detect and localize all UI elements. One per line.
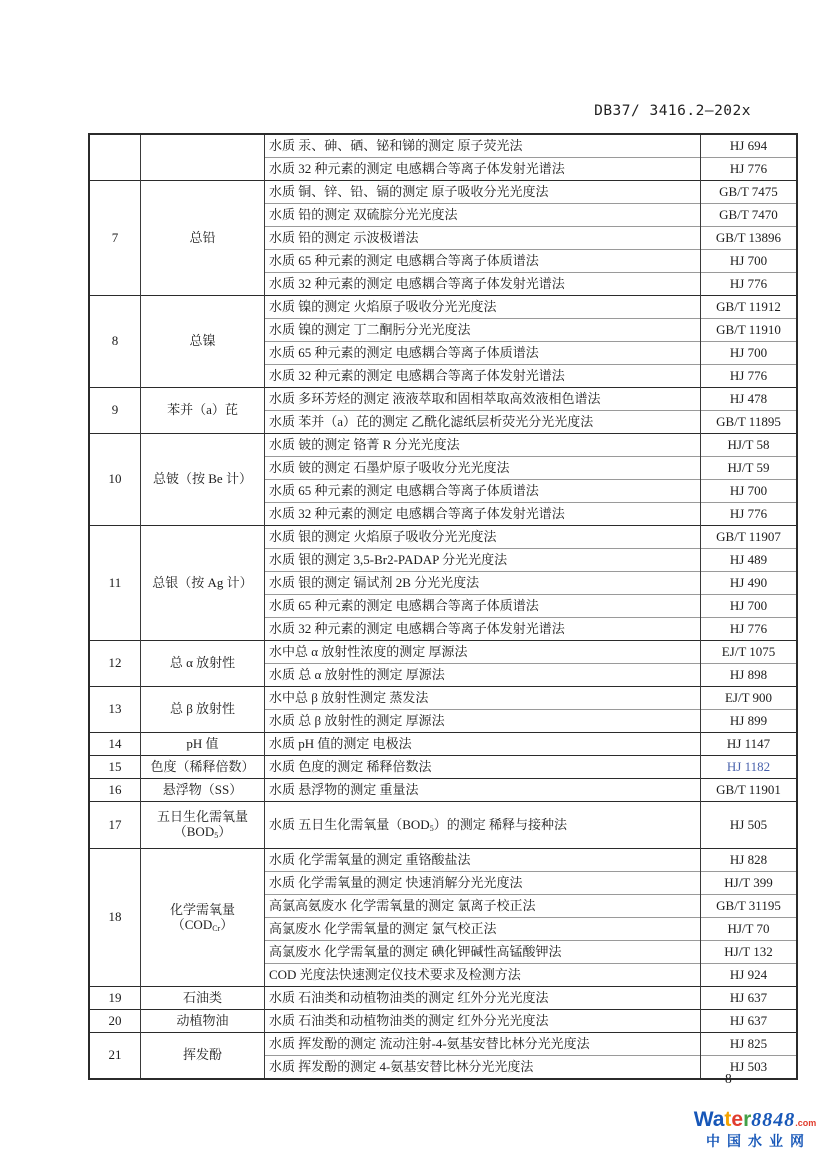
standard-code-cell: HJ 503 — [701, 1056, 798, 1080]
table-row — [89, 1010, 797, 1033]
table-row — [89, 1033, 797, 1056]
standard-code-cell: HJ 1147 — [701, 733, 798, 756]
logo-wordmark — [689, 1109, 821, 1130]
method-name-cell: 高氯高氨废水 化学需氧量的测定 氯离子校正法 — [265, 895, 701, 918]
method-name-cell: 水质 铍的测定 石墨炉原子吸收分光光度法 — [265, 457, 701, 480]
standard-code-cell: HJ 924 — [701, 964, 798, 987]
standard-code-cell: GB/T 13896 — [701, 227, 798, 250]
standard-code-cell: HJ 478 — [701, 388, 798, 411]
standard-code-cell: GB/T 11901 — [701, 779, 798, 802]
logo-dotcom: .com — [795, 1118, 817, 1128]
method-name-cell: 水质 五日生化需氧量$(BOD_5)$的测定 稀释与接种法 — [265, 802, 701, 849]
standard-code-cell: HJ 637 — [701, 1010, 798, 1033]
parameter-name-cell: 总银（按 Ag 计） — [141, 526, 265, 641]
standard-code-cell: HJ 490 — [701, 572, 798, 595]
table-row — [89, 641, 797, 664]
parameter-name-cell: 总镍 — [141, 296, 265, 388]
standard-code-cell: GB/T 11912 — [701, 296, 798, 319]
standard-code-cell: HJ/T 59 — [701, 457, 798, 480]
table-row — [89, 526, 797, 549]
seq-number-cell: 18 — [89, 849, 141, 987]
seq-number-cell: 17 — [89, 802, 141, 849]
document-code-header: DB37/ 3416.2—202x — [594, 103, 751, 119]
method-name-cell: 水质 悬浮物的测定 重量法 — [265, 779, 701, 802]
method-name-cell: 水质 32 种元素的测定 电感耦合等离子体发射光谱法 — [265, 618, 701, 641]
logo-word-letters: Water — [693, 1108, 752, 1131]
standard-code-cell: HJ 505 — [701, 802, 798, 849]
method-name-cell: 高氯废水 化学需氧量的测定 氯气校正法 — [265, 918, 701, 941]
method-name-cell: 水质 化学需氧量的测定 快速消解分光光度法 — [265, 872, 701, 895]
standard-code-cell: GB/T 11907 — [701, 526, 798, 549]
table-row — [89, 779, 797, 802]
standard-code-cell: GB/T 11910 — [701, 319, 798, 342]
standard-code-cell: HJ 776 — [701, 365, 798, 388]
seq-number-cell: 14 — [89, 733, 141, 756]
standard-code-cell: HJ 899 — [701, 710, 798, 733]
standard-code-cell: GB/T 31195 — [701, 895, 798, 918]
standard-code-cell: HJ 489 — [701, 549, 798, 572]
parameter-name-cell: 色度（稀释倍数） — [141, 756, 265, 779]
seq-number-cell: 12 — [89, 641, 141, 687]
method-name-cell: COD 光度法快速测定仪技术要求及检测方法 — [265, 964, 701, 987]
method-name-cell: 水质 65 种元素的测定 电感耦合等离子体质谱法 — [265, 250, 701, 273]
method-name-cell: 水质 铍的测定 铬菁 R 分光光度法 — [265, 434, 701, 457]
table-row — [89, 434, 797, 457]
standard-code-cell: HJ 898 — [701, 664, 798, 687]
methods-table-wrapper — [88, 133, 782, 1080]
method-name-cell: 水质 色度的测定 稀释倍数法 — [265, 756, 701, 779]
table-row — [89, 756, 797, 779]
parameter-name-cell — [141, 134, 265, 181]
method-name-cell: 水质 银的测定 火焰原子吸收分光光度法 — [265, 526, 701, 549]
method-name-cell: 水质 多环芳烃的测定 液液萃取和固相萃取高效液相色谱法 — [265, 388, 701, 411]
standard-code-link[interactable]: HJ 1182 — [701, 756, 798, 779]
standard-code-cell: HJ 637 — [701, 987, 798, 1010]
standard-code-cell: HJ 776 — [701, 273, 798, 296]
method-name-cell: 水质 石油类和动植物油类的测定 红外分光光度法 — [265, 1010, 701, 1033]
parameter-name-cell: 总铅 — [141, 181, 265, 296]
seq-number-cell — [89, 134, 141, 181]
method-name-cell: 水质 银的测定 3,5-Br2-PADAP 分光光度法 — [265, 549, 701, 572]
method-name-cell: 水质 挥发酚的测定 流动注射-4-氨基安替比林分光光度法 — [265, 1033, 701, 1056]
seq-number-cell: 16 — [89, 779, 141, 802]
table-row — [89, 388, 797, 411]
method-name-cell: 水质 挥发酚的测定 4-氨基安替比林分光光度法 — [265, 1056, 701, 1080]
parameter-name-cell: 悬浮物（SS） — [141, 779, 265, 802]
method-name-cell: 水质 总 β 放射性的测定 厚源法 — [265, 710, 701, 733]
method-name-cell: 水质 银的测定 镉试剂 2B 分光光度法 — [265, 572, 701, 595]
standard-code-cell: EJ/T 1075 — [701, 641, 798, 664]
seq-number-cell: 20 — [89, 1010, 141, 1033]
standard-code-cell: HJ 776 — [701, 503, 798, 526]
method-name-cell: 水质 32 种元素的测定 电感耦合等离子体发射光谱法 — [265, 273, 701, 296]
logo-tagline: 中国水业网 — [706, 1133, 811, 1149]
standard-code-cell: HJ/T 399 — [701, 872, 798, 895]
standard-code-cell: HJ 776 — [701, 618, 798, 641]
logo-number: 8848 — [751, 1109, 796, 1131]
seq-number-cell: 21 — [89, 1033, 141, 1080]
method-name-cell: 水中总 α 放射性浓度的测定 厚源法 — [265, 641, 701, 664]
table-row — [89, 987, 797, 1010]
method-name-cell: 高氯废水 化学需氧量的测定 碘化钾碱性高锰酸钾法 — [265, 941, 701, 964]
method-name-cell: 水质 65 种元素的测定 电感耦合等离子体质谱法 — [265, 595, 701, 618]
method-name-cell: 水质 苯并（a）芘的测定 乙酰化滤纸层析荧光分光光度法 — [265, 411, 701, 434]
seq-number-cell: 8 — [89, 296, 141, 388]
parameter-name-cell: 总 β 放射性 — [141, 687, 265, 733]
standard-code-cell: HJ 700 — [701, 342, 798, 365]
parameter-name-cell: 化学需氧量 $(COD_{Cr})$ — [141, 849, 265, 987]
standard-code-cell: HJ 700 — [701, 595, 798, 618]
page-number: 8 — [725, 1071, 732, 1086]
seq-number-cell: 10 — [89, 434, 141, 526]
methods-table — [88, 133, 798, 1080]
parameter-name-cell: 五日生化需氧量 $(BOD_5)$ — [141, 802, 265, 849]
standard-code-cell: HJ 700 — [701, 250, 798, 273]
method-name-cell: 水质 65 种元素的测定 电感耦合等离子体质谱法 — [265, 342, 701, 365]
standard-code-cell: GB/T 7475 — [701, 181, 798, 204]
table-row — [89, 849, 797, 872]
standard-code-cell: HJ 825 — [701, 1033, 798, 1056]
table-row — [89, 296, 797, 319]
method-name-cell: 水质 化学需氧量的测定 重铬酸盐法 — [265, 849, 701, 872]
standard-code-cell: HJ 828 — [701, 849, 798, 872]
seq-number-cell: 13 — [89, 687, 141, 733]
standard-code-cell: HJ 700 — [701, 480, 798, 503]
method-name-cell: 水质 32 种元素的测定 电感耦合等离子体发射光谱法 — [265, 503, 701, 526]
standard-code-cell: HJ/T 132 — [701, 941, 798, 964]
method-name-cell: 水质 65 种元素的测定 电感耦合等离子体质谱法 — [265, 480, 701, 503]
table-row — [89, 134, 797, 158]
method-name-cell: 水质 镍的测定 火焰原子吸收分光光度法 — [265, 296, 701, 319]
standard-code-cell: HJ/T 70 — [701, 918, 798, 941]
seq-number-cell: 11 — [89, 526, 141, 641]
parameter-name-cell: 挥发酚 — [141, 1033, 265, 1080]
method-name-cell: 水质 总 α 放射性的测定 厚源法 — [265, 664, 701, 687]
seq-number-cell: 7 — [89, 181, 141, 296]
seq-number-cell: 15 — [89, 756, 141, 779]
table-row — [89, 802, 797, 849]
standard-code-cell: GB/T 11895 — [701, 411, 798, 434]
parameter-name-cell: 动植物油 — [141, 1010, 265, 1033]
standard-code-cell: GB/T 7470 — [701, 204, 798, 227]
standard-code-cell: HJ 776 — [701, 158, 798, 181]
method-name-cell: 水质 镍的测定 丁二酮肟分光光度法 — [265, 319, 701, 342]
method-name-cell: 水质 汞、砷、硒、铋和锑的测定 原子荧光法 — [265, 134, 701, 158]
seq-number-cell: 19 — [89, 987, 141, 1010]
parameter-name-cell: pH 值 — [141, 733, 265, 756]
method-name-cell: 水中总 β 放射性测定 蒸发法 — [265, 687, 701, 710]
water8848-logo — [689, 1109, 821, 1148]
standard-code-cell: HJ/T 58 — [701, 434, 798, 457]
parameter-name-cell: 总 α 放射性 — [141, 641, 265, 687]
standard-code-cell: EJ/T 900 — [701, 687, 798, 710]
seq-number-cell: 9 — [89, 388, 141, 434]
table-row — [89, 687, 797, 710]
method-name-cell: 水质 铅的测定 示波极谱法 — [265, 227, 701, 250]
method-name-cell: 水质 32 种元素的测定 电感耦合等离子体发射光谱法 — [265, 158, 701, 181]
method-name-cell: 水质 铜、锌、铅、镉的测定 原子吸收分光光度法 — [265, 181, 701, 204]
method-name-cell: 水质 铅的测定 双硫腙分光光度法 — [265, 204, 701, 227]
standard-code-cell: HJ 694 — [701, 134, 798, 158]
parameter-name-cell: 总铍（按 Be 计） — [141, 434, 265, 526]
method-name-cell: 水质 石油类和动植物油类的测定 红外分光光度法 — [265, 987, 701, 1010]
table-row — [89, 181, 797, 204]
table-row — [89, 733, 797, 756]
method-name-cell: 水质 pH 值的测定 电极法 — [265, 733, 701, 756]
parameter-name-cell: 石油类 — [141, 987, 265, 1010]
method-name-cell: 水质 32 种元素的测定 电感耦合等离子体发射光谱法 — [265, 365, 701, 388]
parameter-name-cell: 苯并（a）芘 — [141, 388, 265, 434]
